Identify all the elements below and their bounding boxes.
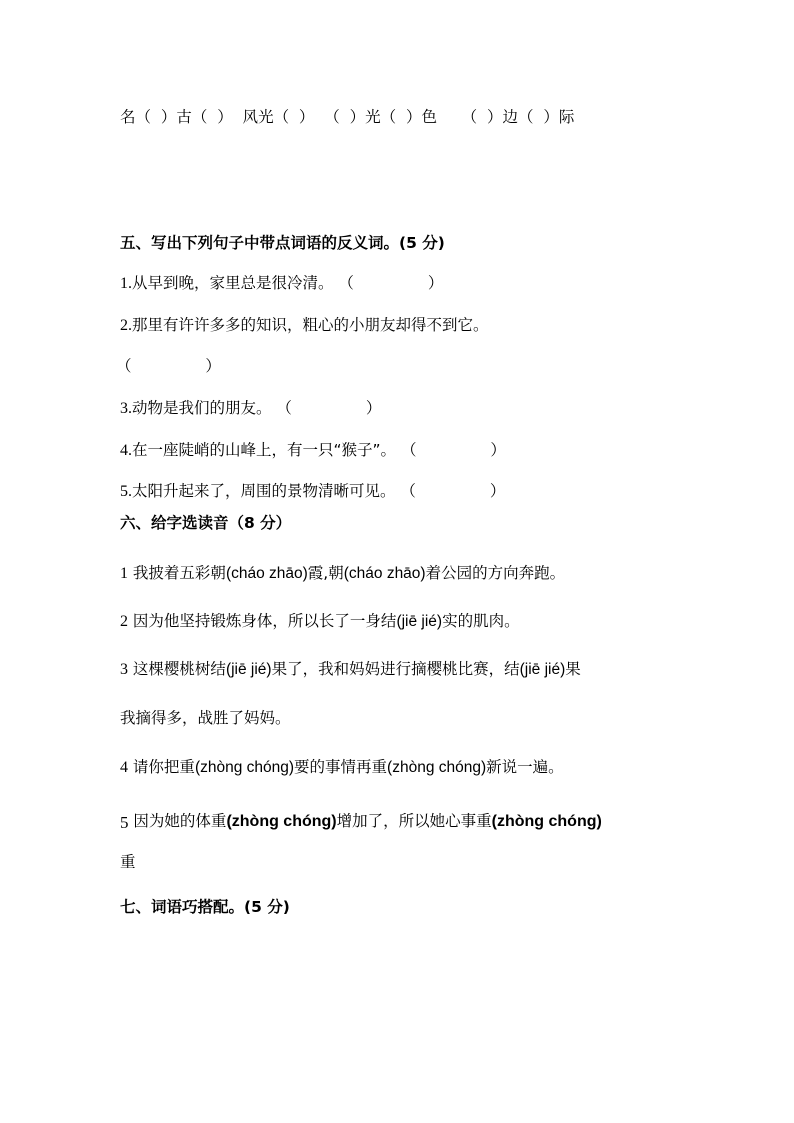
question-text: 请你把重 [128, 758, 195, 776]
question-number: 1 [120, 565, 128, 582]
question-text: 新说一遍。 [486, 758, 564, 776]
section-7-heading: 七、词语巧搭配。(5 分) [120, 898, 290, 916]
question-text: 那里有许许多多的知识，粗心的小朋友却得不到它。 [132, 316, 489, 334]
question-text: 着公园的方向奔跑。 [425, 564, 566, 582]
pinyin-options: (zhòng chóng) [226, 813, 337, 830]
question-number: 2. [120, 317, 132, 334]
section-6-question-5-continued: 重 [120, 853, 136, 871]
question-number: 1. [120, 275, 132, 292]
pinyin-options: (zhòng chóng) [194, 759, 295, 776]
section-6-heading: 六、给字选读音（8 分） [120, 514, 292, 532]
section-6-question-3-continued: 我摘得多，战胜了妈妈。 [120, 709, 291, 727]
question-text: 因为他坚持锻炼身体，所以长了一身结 [128, 612, 397, 630]
question-number: 4 [120, 759, 128, 776]
idiom-fill-line: 名（ ）古（ ） 风光（ ） （ ）光（ ）色 （ ）边（ ）际 [120, 108, 575, 126]
section-6-question-4 [120, 756, 564, 779]
pinyin-options: (zhòng chóng) [387, 759, 487, 776]
pinyin-options: (jiē jié) [396, 613, 443, 630]
pinyin-options: (cháo zhāo) [343, 565, 426, 582]
section-5-question-2 [120, 314, 489, 337]
pinyin-options: (cháo zhāo) [225, 565, 308, 582]
question-text: 我披着五彩朝 [128, 564, 226, 582]
question-text: 果了，我和妈妈进行摘樱桃比赛，结 [271, 660, 520, 678]
question-text: 从早到晚，家里总是很冷清。 （ ） [132, 274, 444, 292]
section-5-heading: 五、写出下列句子中带点词语的反义词。(5 分) [120, 234, 445, 252]
question-number: 3 [120, 661, 128, 678]
question-text: 这棵樱桃树结 [128, 660, 226, 678]
section-5-question-5 [120, 480, 505, 503]
question-text: 在一座陡峭的山峰上，有一只“猴子”。 （ ） [132, 441, 506, 459]
section-5-question-2-blank: （ ） [116, 357, 221, 375]
question-text: 动物是我们的朋友。 （ ） [132, 399, 382, 417]
question-text: 实的肌肉。 [442, 612, 520, 630]
section-5-question-1 [120, 272, 443, 295]
question-number: 5. [120, 483, 132, 500]
pinyin-options: (jiē jié) [225, 661, 272, 678]
question-number: 3. [120, 400, 132, 417]
question-text: 果 [565, 660, 581, 678]
section-5-question-4 [120, 439, 506, 462]
question-text: 太阳升起来了，周围的景物清晰可见。 （ ） [132, 482, 506, 500]
question-text: 要的事情再重 [294, 758, 388, 776]
question-text: 霞,朝 [307, 564, 344, 582]
section-6-question-5 [120, 810, 602, 833]
section-6-question-1 [120, 562, 565, 585]
section-5-question-3 [120, 397, 381, 420]
question-number: 5 [120, 813, 129, 832]
question-number: 4. [120, 442, 132, 459]
section-6-question-2 [120, 610, 520, 633]
question-text: 增加了，所以她心事重 [336, 812, 492, 830]
pinyin-options: (zhòng chóng) [491, 813, 602, 830]
pinyin-options: (jiē jié) [519, 661, 566, 678]
question-text: 因为她的体重 [128, 812, 227, 830]
section-6-question-3 [120, 658, 581, 681]
question-number: 2 [120, 613, 128, 630]
